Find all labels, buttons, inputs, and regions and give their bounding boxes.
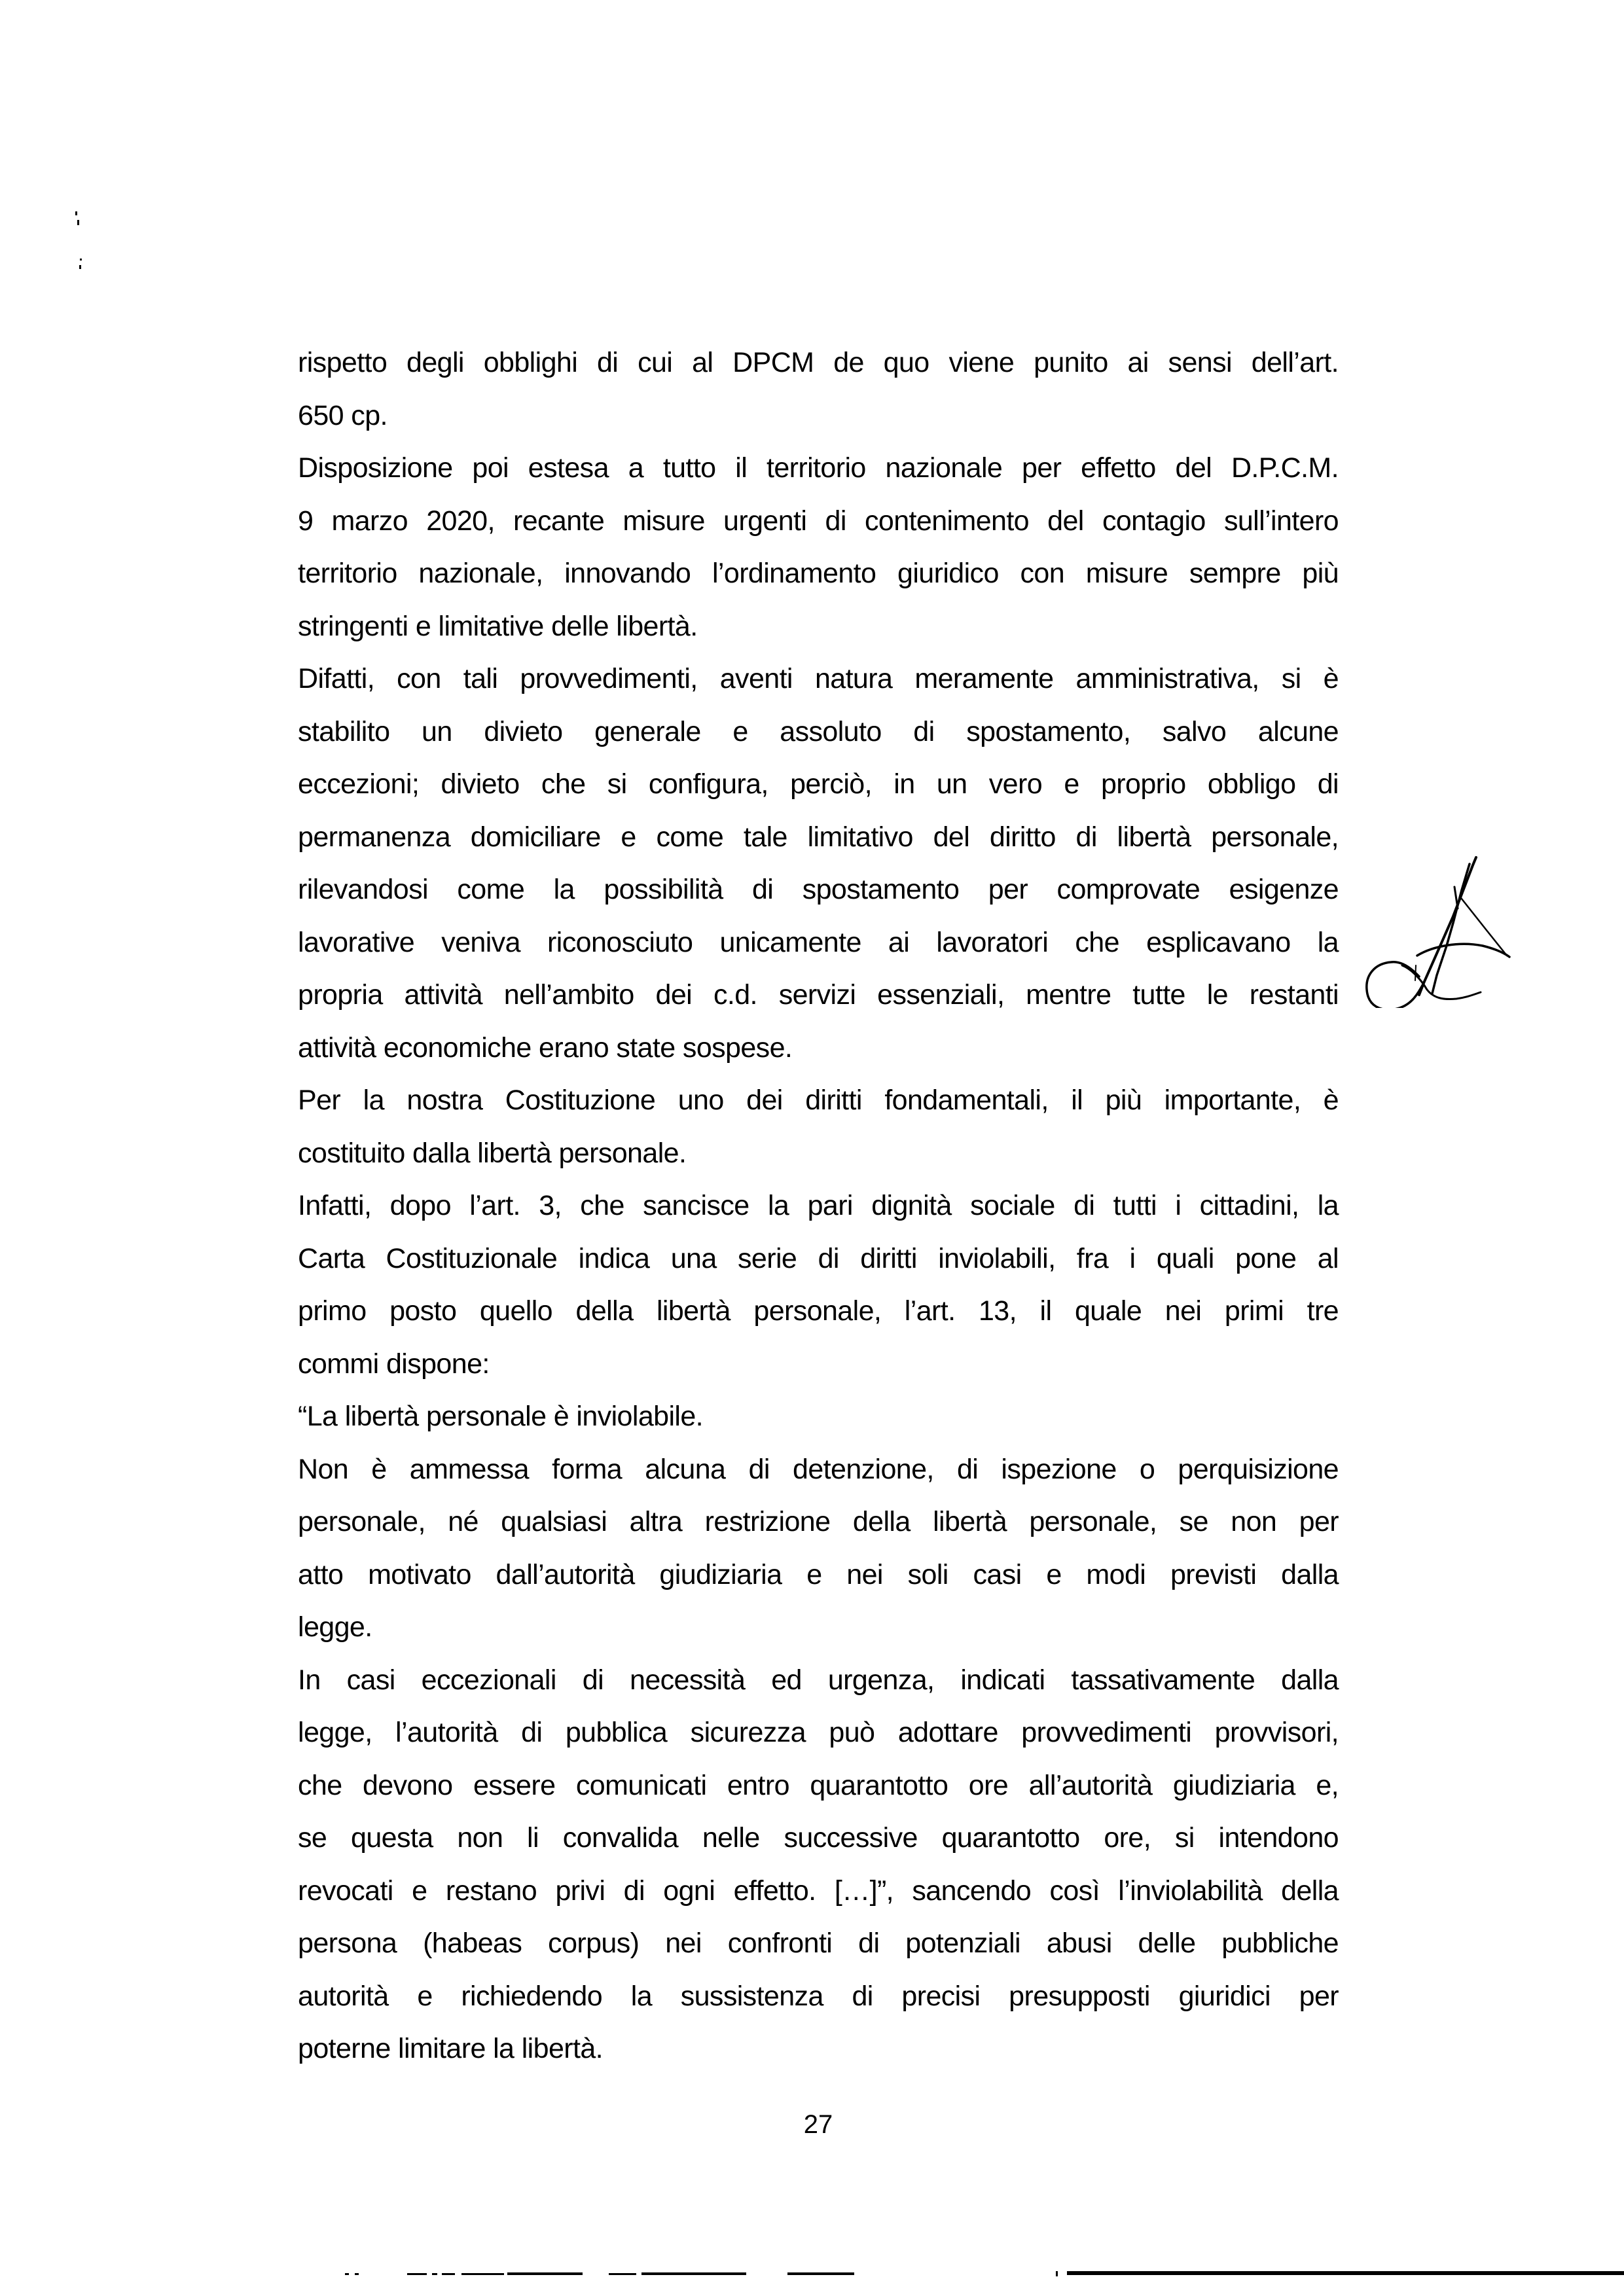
scan-line-segment xyxy=(1056,2271,1058,2276)
margin-speck xyxy=(80,259,82,260)
scan-line-segment xyxy=(442,2273,455,2275)
text-line: costituito dalla libertà personale. xyxy=(298,1137,687,1169)
text-line: autorità e richiedendo la sussistenza di precisi presupposti giuridici per xyxy=(298,1980,1339,2012)
text-line: “La libertà personale è inviolabile. xyxy=(298,1401,704,1432)
text-line: Non è ammessa forma alcuna di detenzione, di ispezione o perquisizione xyxy=(298,1453,1339,1485)
scan-line-segment xyxy=(507,2272,583,2275)
text-line: che devono essere comunicati entro quarantotto ore all’autorità giudiziaria e, xyxy=(298,1769,1339,1801)
text-line: eccezioni; divieto che si configura, perciò, in un vero e proprio obbligo di xyxy=(298,768,1339,800)
text-line: 9 marzo 2020, recante misure urgenti di contenimento del contagio sull’intero xyxy=(298,505,1339,537)
text-line: atto motivato dall’autorità giudiziaria e nei soli casi e modi previsti dalla xyxy=(298,1558,1339,1590)
scan-line-segment xyxy=(609,2273,636,2275)
margin-speck xyxy=(77,220,79,225)
text-line: persona (habeas corpus) nei confronti di potenziali abusi delle pubbliche xyxy=(298,1928,1339,1959)
scan-line-segment xyxy=(1067,2271,1624,2275)
text-line: revocati e restano privi di ogni effetto. […]”, sancendo così l’inviolabilità della xyxy=(298,1874,1339,1907)
scan-border-lines xyxy=(0,2270,1624,2278)
margin-speck xyxy=(75,211,77,215)
body-text xyxy=(298,336,1339,2075)
text-line: 650 cp. xyxy=(298,399,388,431)
margin-speck xyxy=(79,265,81,269)
scan-line-segment xyxy=(355,2273,359,2275)
scan-line-segment xyxy=(461,2273,504,2275)
text-line: propria attività nell’ambito dei c.d. servizi essenziali, mentre tutte le restanti xyxy=(298,979,1339,1011)
text-line: personale, né qualsiasi altra restrizione della libertà personale, se non per xyxy=(298,1506,1339,1537)
text-line: lavorative veniva riconosciuto unicamente ai lavoratori che esplicavano la xyxy=(298,926,1339,958)
text-line: In casi eccezionali di necessità ed urgenza, indicati tassativamente dalla xyxy=(298,1664,1339,1696)
scan-line-segment xyxy=(407,2273,427,2275)
text-line: se questa non li convalida nelle successive quarantotto ore, si intendono xyxy=(298,1822,1339,1854)
text-line: stringenti e limitative delle libertà. xyxy=(298,610,698,642)
text-line: Carta Costituzionale indica una serie di diritti inviolabili, fra i quali pone al xyxy=(298,1242,1339,1274)
text-line: rilevandosi come la possibilità di spostamento per comprovate esigenze xyxy=(298,874,1339,905)
text-line: legge, l’autorità di pubblica sicurezza può adottare provvedimenti provvisori, xyxy=(298,1717,1339,1748)
text-line: primo posto quello della libertà personale, l’art. 13, il quale nei primi tre xyxy=(298,1295,1339,1327)
text-line: commi dispone: xyxy=(298,1348,490,1380)
text-line: poterne limitare la libertà. xyxy=(298,2033,603,2064)
scan-line-segment xyxy=(432,2273,437,2275)
text-line: rispetto degli obblighi di cui al DPCM de quo viene punito ai sensi dell’art. xyxy=(298,347,1339,378)
text-line: attività economiche erano state sospese. xyxy=(298,1031,793,1064)
text-line: permanenza domiciliare e come tale limitativo del diritto di libertà personale, xyxy=(298,821,1339,853)
scan-line-segment xyxy=(345,2273,349,2275)
text-line: legge. xyxy=(298,1611,372,1643)
text-line: Infatti, dopo l’art. 3, che sancisce la pari dignità sociale di tutti i cittadini, la xyxy=(298,1190,1339,1221)
scan-line-segment xyxy=(641,2272,746,2275)
text-line: Per la nostra Costituzione uno dei diritti fondamentali, il più importante, è xyxy=(298,1085,1339,1116)
signature-icon xyxy=(1355,838,1512,1008)
text-line: Disposizione poi estesa a tutto il territorio nazionale per effetto del D.P.C.M. xyxy=(298,452,1339,484)
text-line: stabilito un divieto generale e assoluto di spostamento, salvo alcune xyxy=(298,715,1339,747)
page-number: 27 xyxy=(803,2110,833,2139)
text-line: Difatti, con tali provvedimenti, aventi natura meramente amministrativa, si è xyxy=(298,663,1339,694)
scan-line-segment xyxy=(787,2272,854,2275)
text-line: territorio nazionale, innovando l’ordinamento giuridico con misure sempre più xyxy=(298,558,1339,589)
